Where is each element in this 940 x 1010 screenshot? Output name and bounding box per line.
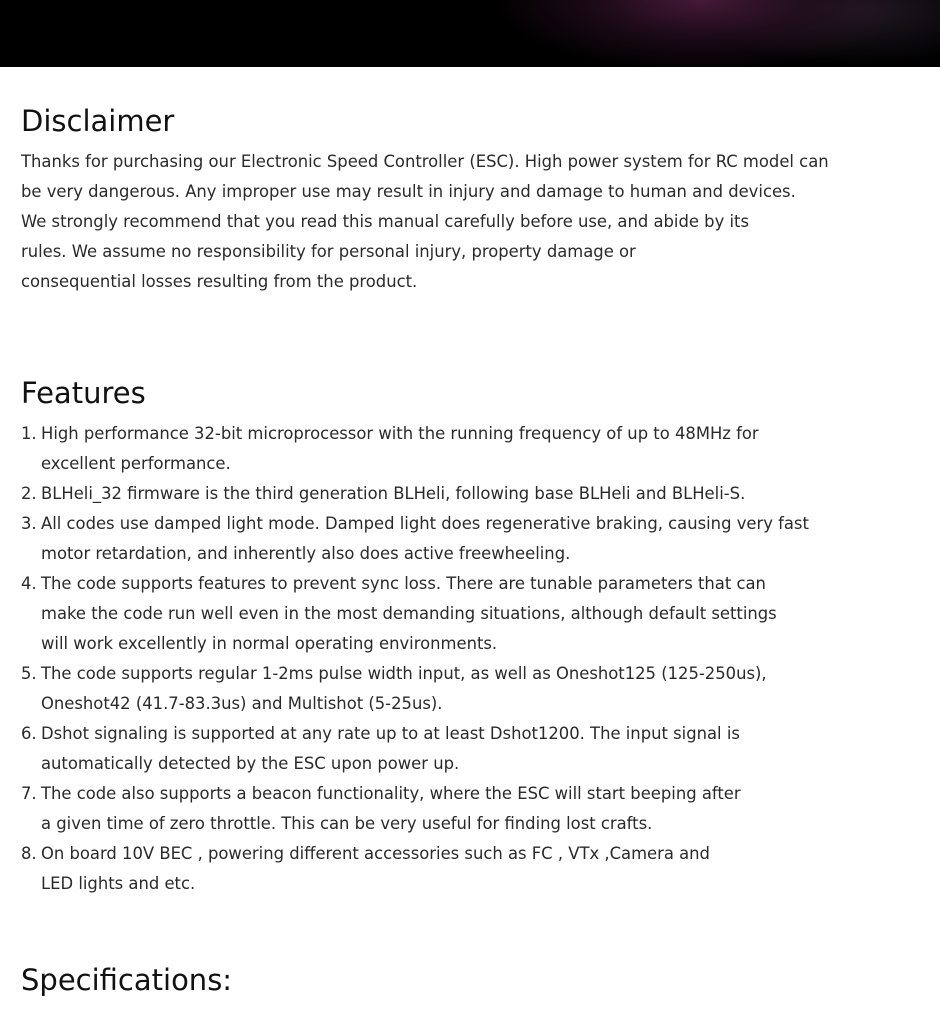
feature-line: a given time of zero throttle. This can be very useful for finding lost crafts. — [41, 814, 653, 833]
feature-line: excellent performance. — [41, 454, 231, 473]
feature-line: The code supports regular 1-2ms pulse width input, as well as Oneshot125 (125-250us), — [41, 664, 767, 683]
feature-item — [21, 779, 809, 839]
feature-item — [21, 419, 809, 479]
disclaimer-line: Thanks for purchasing our Electronic Speed Controller (ESC). High power system for RC model can — [21, 152, 829, 171]
disclaimer-line: rules. We assume no responsibility for personal injury, property damage or — [21, 242, 636, 261]
feature-item — [21, 659, 809, 719]
feature-number: 1. — [21, 424, 37, 443]
feature-number: 8. — [21, 844, 37, 863]
feature-line: Oneshot42 (41.7-83.3us) and Multishot (5-25us). — [41, 694, 443, 713]
feature-number: 6. — [21, 724, 37, 743]
feature-item — [21, 509, 809, 569]
specifications-heading: Specifications: — [21, 963, 233, 997]
features-list — [21, 419, 809, 899]
features-heading: Features — [21, 376, 146, 410]
disclaimer-line: consequential losses resulting from the product. — [21, 272, 418, 291]
feature-item — [21, 719, 809, 779]
disclaimer-line: We strongly recommend that you read this manual carefully before use, and abide by its — [21, 212, 750, 231]
disclaimer-line: be very dangerous. Any improper use may result in injury and damage to human and devices. — [21, 182, 796, 201]
feature-number: 2. — [21, 484, 37, 503]
feature-number: 7. — [21, 784, 37, 803]
feature-item — [21, 839, 809, 899]
feature-line: The code also supports a beacon functionality, where the ESC will start beeping after — [41, 784, 741, 803]
feature-line: will work excellently in normal operating environments. — [41, 634, 498, 653]
feature-line: High performance 32-bit microprocessor with the running frequency of up to 48MHz for — [41, 424, 759, 443]
feature-number: 3. — [21, 514, 37, 533]
feature-item — [21, 569, 809, 659]
feature-line: Dshot signaling is supported at any rate up to at least Dshot1200. The input signal is — [41, 724, 740, 743]
feature-item — [21, 479, 809, 509]
feature-line: make the code run well even in the most demanding situations, although default settings — [41, 604, 777, 623]
feature-number: 5. — [21, 664, 37, 683]
disclaimer-heading: Disclaimer — [21, 104, 175, 138]
feature-number: 4. — [21, 574, 37, 593]
feature-line: On board 10V BEC , powering different accessories such as FC , VTx ,Camera and — [41, 844, 710, 863]
top-banner — [0, 0, 940, 67]
feature-line: automatically detected by the ESC upon power up. — [41, 754, 460, 773]
feature-line: motor retardation, and inherently also does active freewheeling. — [41, 544, 571, 563]
feature-line: All codes use damped light mode. Damped light does regenerative braking, causing very fast — [41, 514, 809, 533]
feature-line: BLHeli_32 firmware is the third generation BLHeli, following base BLHeli and BLHeli-S. — [41, 484, 746, 503]
feature-line: LED lights and etc. — [41, 874, 196, 893]
feature-line: The code supports features to prevent sync loss. There are tunable parameters that can — [41, 574, 766, 593]
disclaimer-text — [21, 147, 921, 297]
